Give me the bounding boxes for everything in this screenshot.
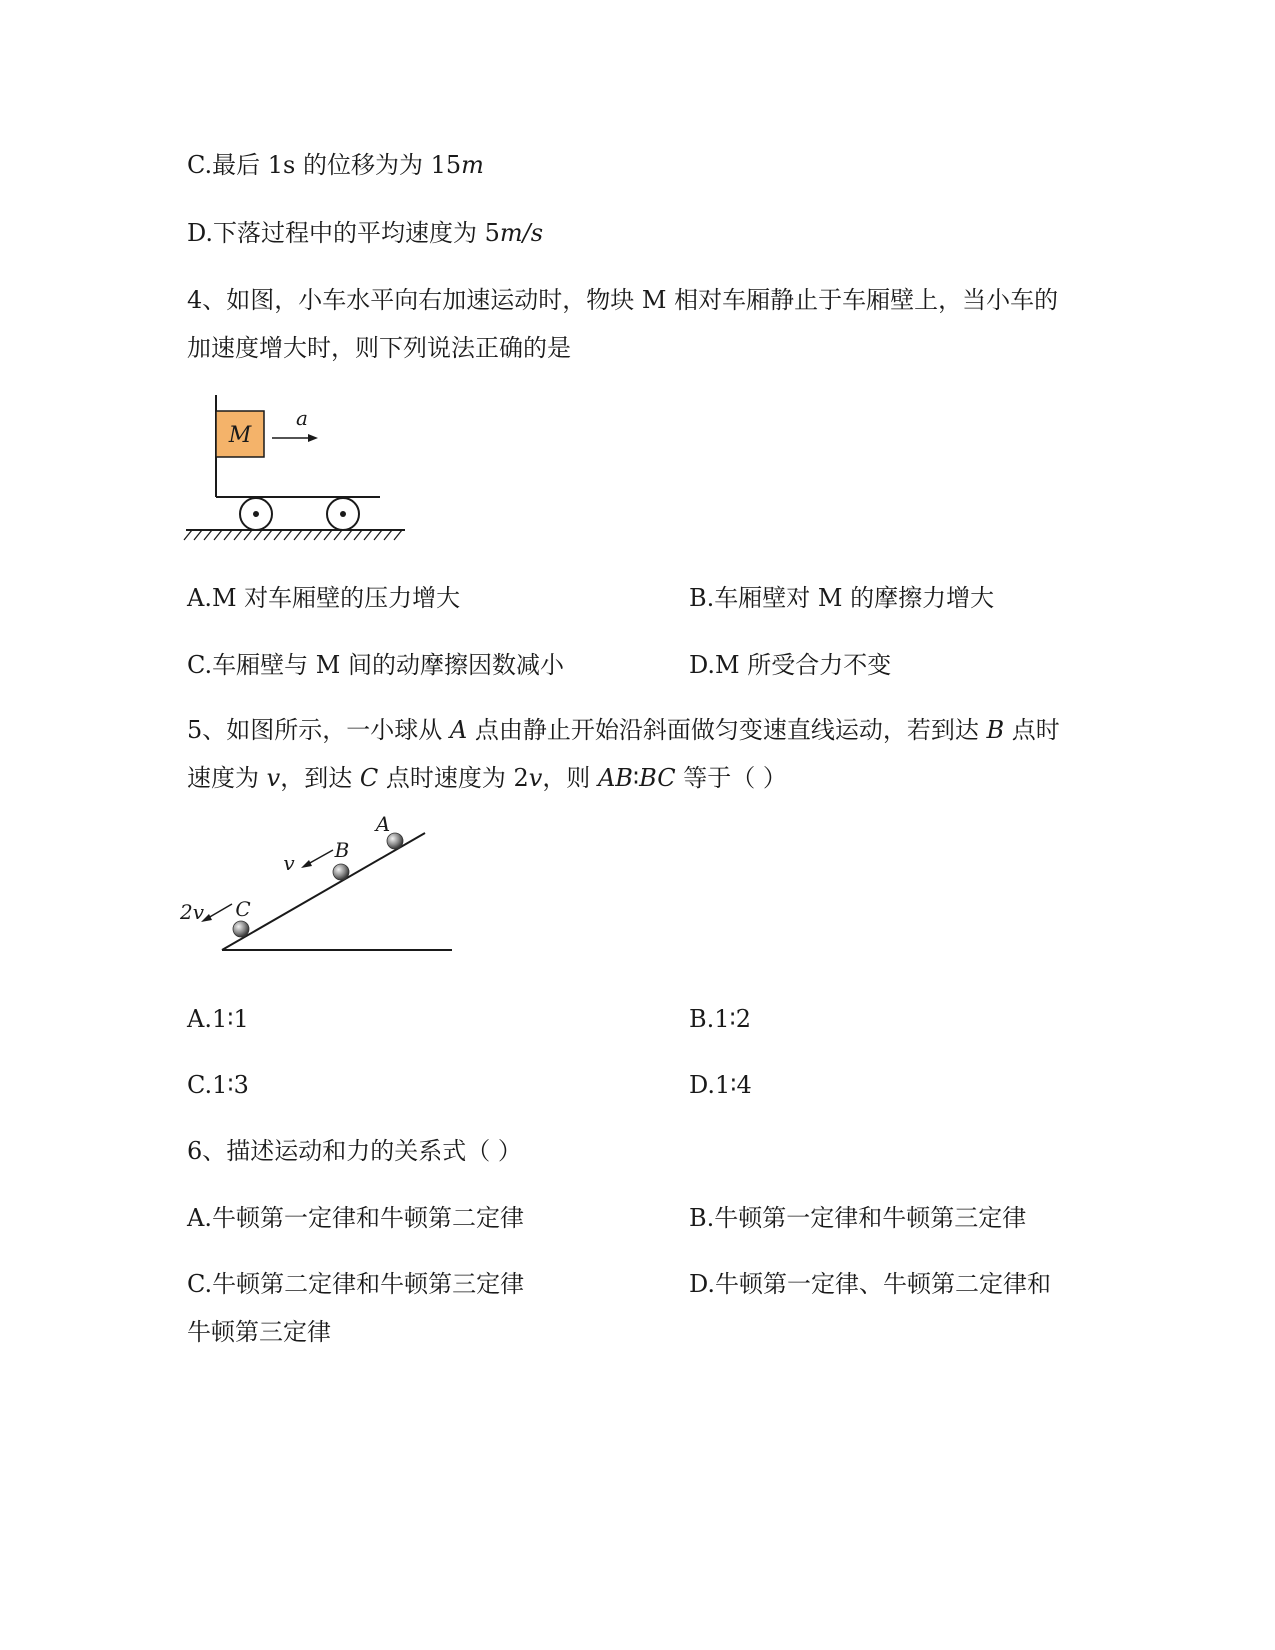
q4-option-c: C.车厢壁与 M 间的动摩擦因数减小: [187, 651, 564, 679]
q4-stem-line1: 4、如图，小车水平向右加速运动时，物块 M 相对车厢静止于车厢壁上，当小车的: [187, 286, 1059, 314]
label-v: v: [283, 851, 295, 875]
incline-slope: [222, 833, 425, 950]
q4-stem-line2: 加速度增大时，则下列说法正确的是: [187, 334, 571, 362]
option-d-prev: [187, 218, 543, 248]
block-m-label: M: [228, 423, 252, 448]
q4-option-b: B.车厢壁对 M 的摩擦力增大: [689, 584, 995, 612]
acceleration-arrowhead: [308, 434, 318, 442]
q5-point-c: C: [359, 764, 379, 792]
q5-stem-line2: [187, 763, 787, 793]
q6-option-d-line2: 牛顿第三定律: [187, 1318, 331, 1346]
cart-figure: [180, 395, 420, 565]
q5-option-d: D.1∶4: [689, 1071, 752, 1099]
arrow-v: [308, 850, 333, 864]
arrow-v-head: [301, 860, 312, 868]
label-a: A: [375, 812, 391, 836]
q5-text-8: 等于（ ）: [675, 764, 787, 792]
label-2v: 2v: [179, 900, 205, 924]
q5-option-a: A.1∶1: [187, 1005, 249, 1033]
wheel-right-axle: [340, 511, 346, 517]
wheel-left-axle: [253, 511, 259, 517]
ball-c: [233, 921, 249, 937]
q6-option-a: A.牛顿第一定律和牛顿第二定律: [187, 1204, 524, 1232]
arrow-2v: [208, 904, 232, 918]
q5-velocity-2v: v: [528, 764, 543, 792]
option-d-prev-text: D.下落过程中的平均速度为 5: [187, 219, 500, 247]
q5-text-7: ，则: [542, 764, 598, 792]
q5-text-4: 速度为: [187, 764, 267, 792]
label-b: B: [334, 838, 350, 862]
acceleration-label: a: [296, 406, 308, 430]
q5-point-a: A: [449, 716, 468, 744]
q5-point-b: B: [986, 716, 1005, 744]
q6-option-b: B.牛顿第一定律和牛顿第三定律: [689, 1204, 1027, 1232]
q6-option-c: C.牛顿第二定律和牛顿第三定律: [187, 1270, 525, 1298]
q5-option-b: B.1∶2: [689, 1005, 752, 1033]
q5-option-c: C.1∶3: [187, 1071, 249, 1099]
q5-velocity-v: v: [266, 764, 281, 792]
option-c-prev-unit: m: [461, 151, 484, 179]
q5-text-5: ，到达: [280, 764, 360, 792]
q5-segment-ab: AB: [597, 764, 633, 792]
q4-option-d: D.M 所受合力不变: [689, 651, 892, 679]
q5-text-1: 5、如图所示，一小球从: [187, 716, 450, 744]
option-c-prev: [187, 150, 484, 180]
q5-segment-bc: BC: [639, 764, 676, 792]
option-d-prev-unit: m/s: [499, 219, 544, 247]
q5-stem-line1: [187, 715, 1060, 745]
incline-figure: [180, 810, 480, 990]
q5-ratio-colon: ∶: [632, 764, 640, 792]
q5-text-3: 点时: [1004, 716, 1060, 744]
q5-text-2: 点由静止开始沿斜面做匀变速直线运动，若到达: [467, 716, 987, 744]
ball-b: [333, 864, 349, 880]
ground-hatching: [184, 530, 402, 540]
q4-option-a: A.M 对车厢壁的压力增大: [187, 584, 461, 612]
label-c: C: [235, 897, 251, 921]
q6-option-d-line1: D.牛顿第一定律、牛顿第二定律和: [689, 1270, 1052, 1298]
option-c-prev-text: C.最后 1s 的位移为为 15: [187, 151, 462, 179]
q5-text-6: 点时速度为 2: [378, 764, 529, 792]
q6-stem: 6、描述运动和力的关系式（ ）: [187, 1137, 522, 1165]
